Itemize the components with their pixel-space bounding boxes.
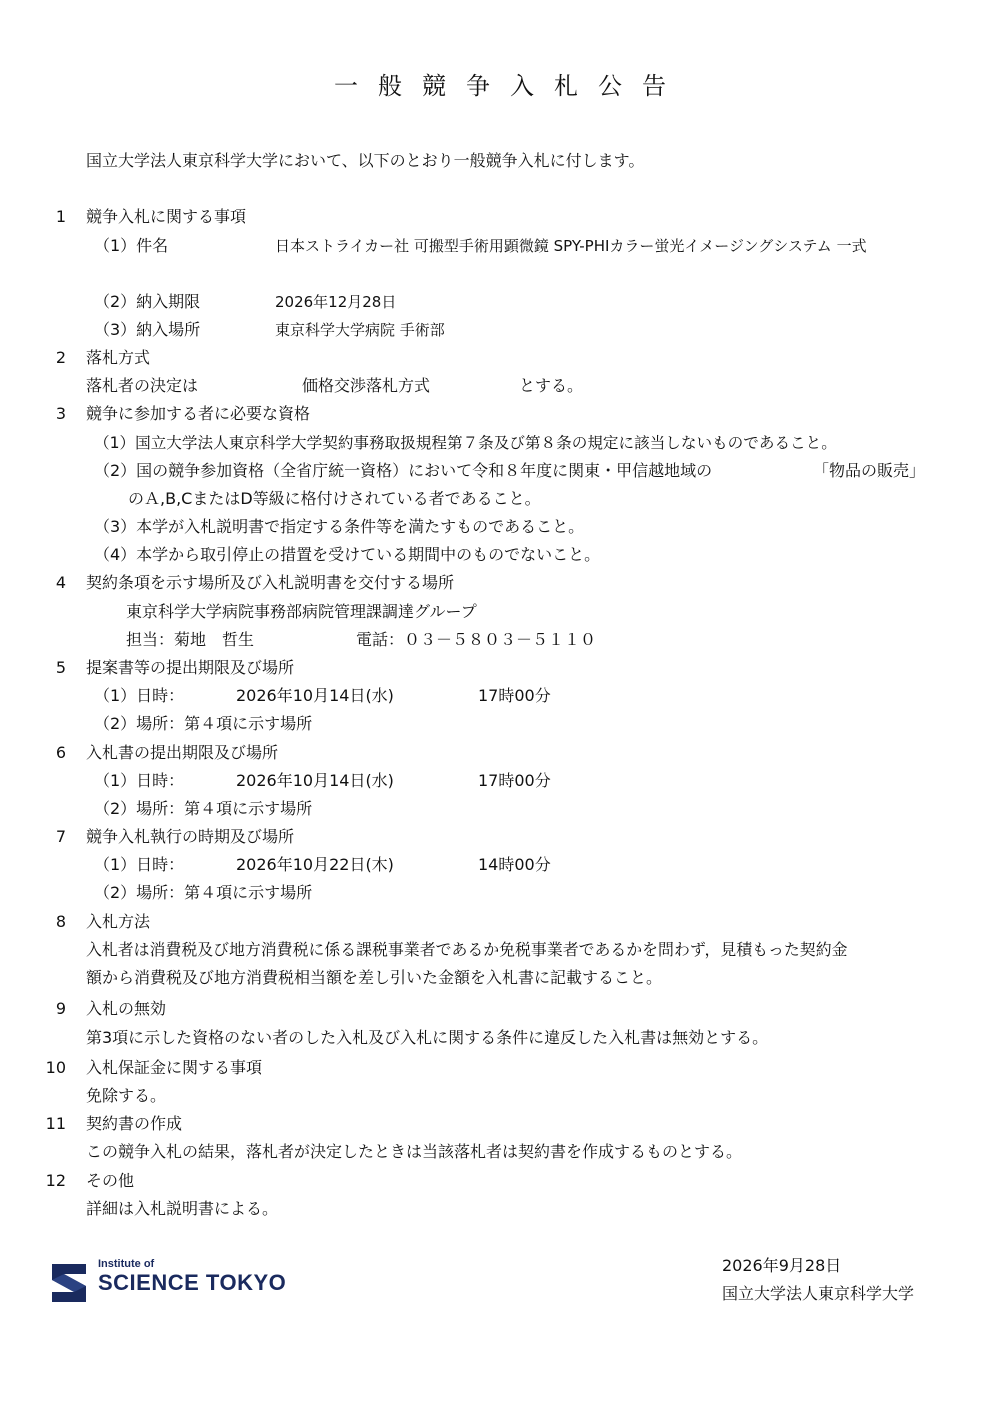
date-value: 2026年10月22日(木) (236, 855, 394, 874)
intro-text: 国立大学法人東京科学大学において、以下のとおり一般競争入札に付します。 (86, 151, 645, 170)
section-heading: 入札保証金に関する事項 (86, 1058, 263, 1077)
body-text: 免除する。 (86, 1086, 167, 1105)
issuing-organization: 国立大学法人東京科学大学 (722, 1284, 915, 1303)
list-item: （1）国立大学法人東京科学大学契約事務取扱規程第７条及び第８条の規定に該当しないものであること。 (94, 434, 837, 452)
section-heading: 競争入札に関する事項 (86, 207, 247, 226)
place-line: （2）場所：第４項に示す場所 (94, 883, 313, 902)
section-heading: 提案書等の提出期限及び場所 (86, 658, 295, 677)
body-text: 額から消費税及び地方消費税相当額を差し引いた金額を入札書に記載すること。 (86, 968, 663, 987)
section-number: 12 (45, 1171, 66, 1190)
item-value: 2026年12月28日 (275, 293, 397, 311)
section-number: 5 (55, 658, 66, 677)
date-value: 2026年10月14日(水) (236, 771, 394, 790)
list-item: のＡ,B,CまたはD等級に格付けされている者であること。 (128, 489, 541, 508)
place-line: （2）場所：第４項に示す場所 (94, 714, 313, 733)
date-label: （1）日時： (94, 686, 185, 705)
section-heading: 入札書の提出期限及び場所 (86, 743, 279, 762)
contact-place: 東京科学大学病院事務部病院管理課調達グループ (126, 602, 477, 621)
section-number: 4 (55, 573, 66, 592)
time-value: 14時00分 (478, 855, 551, 874)
logo-text-small: Institute of (98, 1258, 155, 1270)
date-label: （1）日時： (94, 855, 185, 874)
body-text: 入札者は消費税及び地方消費税に係る課税事業者であるか免税事業者であるかを問わず，見積もった契約金 (86, 940, 848, 959)
contact-person: 担当：菊地 哲生 (126, 630, 255, 649)
section-heading: 競争入札執行の時期及び場所 (86, 827, 295, 846)
body-text: 価格交渉落札方式 (302, 376, 431, 395)
section-heading: 入札方法 (86, 912, 151, 931)
section-heading: その他 (86, 1171, 135, 1190)
section-heading: 入札の無効 (86, 999, 167, 1018)
section-heading: 契約条項を示す場所及び入札説明書を交付する場所 (86, 573, 455, 592)
section-heading: 競争に参加する者に必要な資格 (86, 404, 311, 423)
body-text: この競争入札の結果，落札者が決定したときは当該落札者は契約書を作成するものとする。 (86, 1142, 743, 1161)
section-number: 2 (55, 348, 66, 367)
institution-logo (50, 1258, 290, 1308)
time-value: 17時00分 (478, 771, 551, 790)
item-label: （2）納入期限 (94, 292, 201, 311)
section-number: 3 (55, 404, 66, 423)
item-value: 東京科学大学病院 手術部 (275, 321, 445, 339)
section-number: 9 (55, 999, 66, 1018)
section-number: 1 (55, 207, 66, 226)
list-item: （3）本学が入札説明書で指定する条件等を満たすものであること。 (94, 517, 585, 536)
place-line: （2）場所：第４項に示す場所 (94, 799, 313, 818)
body-text: とする。 (519, 376, 584, 395)
logo-text-large: SCIENCE TOKYO (98, 1270, 287, 1295)
section-number: 8 (55, 912, 66, 931)
date-value: 2026年10月14日(水) (236, 686, 394, 705)
list-item: （4）本学から取引停止の措置を受けている期間中のものでないこと。 (94, 545, 601, 564)
section-number: 10 (45, 1058, 66, 1077)
section-number: 11 (45, 1114, 66, 1133)
body-text: 第3項に示した資格のない者のした入札及び入札に関する条件に違反した入札書は無効とする。 (86, 1028, 769, 1047)
body-text: 落札者の決定は (86, 376, 199, 395)
section-heading: 落札方式 (86, 348, 151, 367)
contact-phone: 電話：０３－５８０３－５１１０ (356, 630, 597, 649)
item-label: （1）件名 (94, 236, 169, 255)
item-label: （3）納入場所 (94, 320, 201, 339)
body-text: 詳細は入札説明書による。 (86, 1199, 279, 1218)
issue-date: 2026年9月28日 (722, 1256, 842, 1275)
science-tokyo-logo-mark (50, 1260, 90, 1306)
section-heading: 契約書の作成 (86, 1114, 183, 1133)
list-item: （2）国の競争参加資格（全省庁統一資格）において令和８年度に関東・甲信越地域の (94, 461, 713, 480)
document-title: 一般競争入札公告 (334, 72, 686, 100)
section-number: 7 (55, 827, 66, 846)
list-item: 「物品の販売」 (813, 461, 926, 480)
section-number: 6 (55, 743, 66, 762)
date-label: （1）日時： (94, 771, 185, 790)
item-value: 日本ストライカー社 可搬型手術用顕微鏡 SPY-PHIカラー蛍光イメージングシステム 一式 (275, 237, 867, 255)
time-value: 17時00分 (478, 686, 551, 705)
